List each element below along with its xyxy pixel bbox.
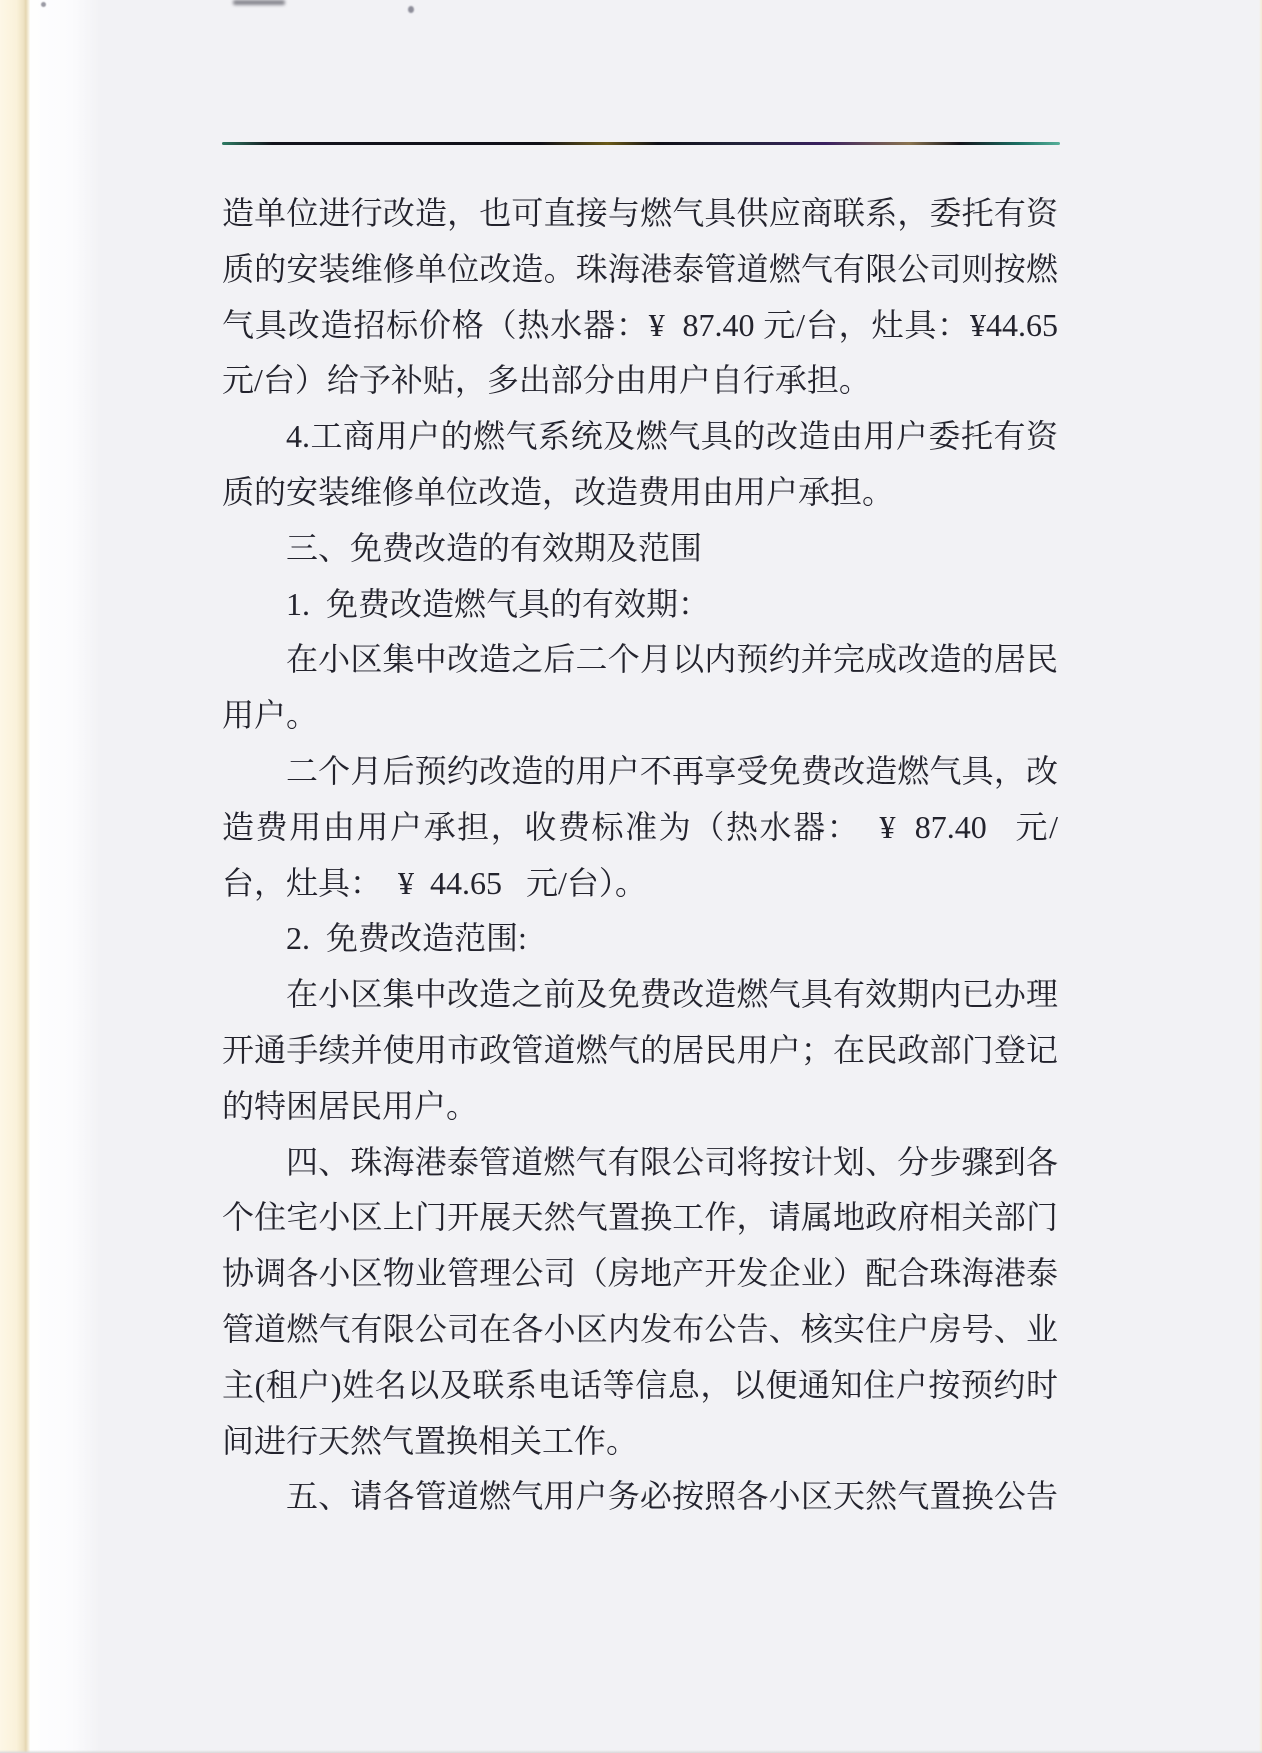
text-line: 在小区集中改造之前及免费改造燃气具有效期内已办理 [286,976,1058,1013]
text-line: 管道燃气有限公司在各小区内发布公告、核实住户房号、业 [222,1310,1058,1347]
text-line: 1. 免费改造燃气具的有效期： [286,585,711,622]
text-line: 主(租户)姓名以及联系电话等信息，以便通知住户按预约时 [222,1366,1058,1403]
text-line: 气具改造招标价格（热水器：¥ 87.40 元/台，灶具：¥44.65 [222,306,1058,343]
text-line: 在小区集中改造之后二个月以内预约并完成改造的居民 [286,641,1058,678]
text-line: 开通手续并使用市政管道燃气的居民用户；在民政部门登记 [222,1031,1058,1068]
text-line: 个住宅小区上门开展天然气置换工作，请属地政府相关部门 [222,1199,1058,1236]
scan-artifact [41,2,46,7]
text-line: 台，灶具： ¥ 44.65 元/台）。 [222,864,647,901]
text-line: 质的安装维修单位改造，改造费用由用户承担。 [222,473,895,510]
scanner-edge-left [0,0,30,1753]
text-line: 造费用由用户承担，收费标准为（热水器： ¥ 87.40 元/ [222,808,1058,845]
text-line: 间进行天然气置换相关工作。 [222,1422,639,1459]
text-line: 质的安装维修单位改造。珠海港泰管道燃气有限公司则按燃 [222,250,1058,287]
text-line: 用户。 [222,697,319,734]
document-body [222,186,1058,1525]
text-line: 协调各小区物业管理公司（房地产开发企业）配合珠海港泰 [222,1255,1058,1292]
header-separator-line [222,142,1060,145]
scan-artifact [233,0,285,5]
text-line: 元/台）给予补贴，多出部分由用户自行承担。 [222,362,871,399]
paper-edge-highlight [30,0,100,1753]
text-line: 造单位进行改造，也可直接与燃气具供应商联系，委托有资 [222,195,1058,231]
text-line: 4.工商用户的燃气系统及燃气具的改造由用户委托有资 [286,418,1058,455]
text-line: 二个月后预约改造的用户不再享受免费改造燃气具，改 [286,752,1058,789]
scan-artifact [408,6,414,13]
text-line: 三、免费改造的有效期及范围 [286,529,703,566]
text-line: 2. 免费改造范围: [286,920,527,957]
text-line: 的特困居民用户。 [222,1087,479,1124]
text-line: 四、珠海港泰管道燃气有限公司将按计划、分步骤到各 [286,1143,1058,1180]
text-line: 五、请各管道燃气用户务必按照各小区天然气置换公告 [286,1478,1058,1515]
